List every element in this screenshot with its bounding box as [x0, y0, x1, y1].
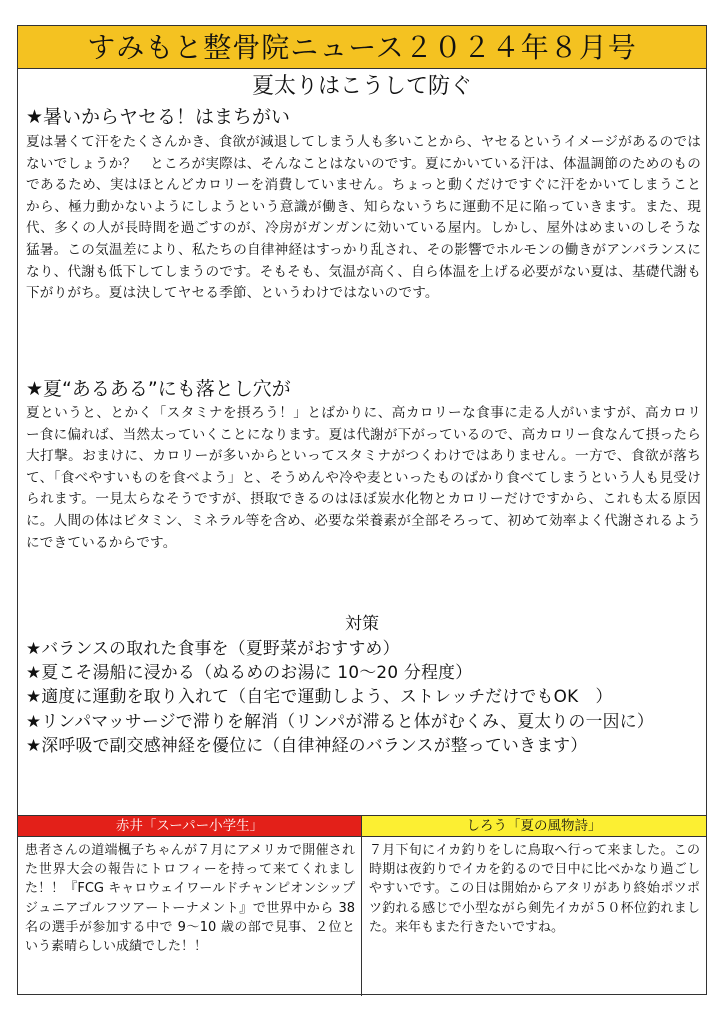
column-right — [362, 815, 706, 996]
measure-item: ★リンパマッサージで滞りを解消（リンパが滞ると体がむくみ、夏太りの一因に） — [26, 710, 654, 731]
column-right-body: ７月下旬にイカ釣りをしに鳥取へ行って来ました。この時期は夜釣りでイカを釣るので日中に比べかなり過ごしやすいです。この日は開始からアタリがあり終始ポツポツ釣れる感じで小型ながら剣先イカが５０杯位釣れました。来年もまた行きたいですね。 — [369, 843, 700, 935]
masthead-title: すみもと整骨院ニュース２０２４年８月号 — [18, 26, 706, 69]
newsletter-sheet — [17, 25, 707, 995]
measure-item: ★適度に運動を取り入れて（自宅で運動しよう、ストレッチだけでもOK ） — [26, 686, 613, 707]
column-right-title: しろう「夏の風物詩」 — [362, 815, 706, 837]
measures-title: 対策 — [345, 614, 379, 634]
measures-list — [26, 636, 701, 757]
column-left — [18, 815, 362, 996]
feature-headline: 夏太りはこうして防ぐ — [251, 74, 472, 99]
section1-body: 夏は暑くて汗をたくさんかき、食欲が減退してしまう人も多いことから、ヤセるというイメージがあるのではないでしょうか？ ところが実際は、そんなことはないのです。夏にかいている汗は、体温調節のためのものであるため、実はほとんどカロリーを消費していません。ちょっと動くだけですぐに汗をかいてしまうことから、極力動かないようにしようという意識が働き、知らないうちに運動不足に陥っていきます。また、現代、多くの人が長時間を過ごすのが、冷房がガンガンに効いている屋内。しかし、屋外はめまいのしそうな猛暑。この気温差により、私たちの自律神経はすっかり乱され、その影響でホルモンの働きがアンバランスになり、代謝も低下してしまうのです。そもそも、気温が高く、自ら体温を上げる必要がない夏は、基礎代謝も下がりがち。夏は決してヤセる季節、というわけではないのです。 — [26, 134, 701, 302]
measure-item: ★夏こそ湯船に浸かる（ぬるめのお湯に 10～20 分程度） — [26, 662, 473, 683]
measure-item: ★深呼吸で副交感神経を優位に（自律神経のバランスが整っていきます） — [26, 734, 588, 755]
column-left-body: 患者さんの道端楓子ちゃんが７月にアメリカで開催された世界大会の報告にトロフィーを持って来てくれました！！『FCG キャロウェイワールドチャンピオンシップジュニアゴルフツアートーナメント』で世界中から 38 名の選手が参加する中で 9～10 歳の部で見事、２位という素晴らしい成績でした！！ — [25, 843, 355, 955]
section2-body: 夏というと、とかく「スタミナを摂ろう！」とばかりに、高カロリーな食事に走る人がいますが、高カロリー食に偏れば、当然太っていくことになります。夏は代謝が下がっているので、高カロリー食なんて摂ったら大打撃。おまけに、カロリーが多いからといってスタミナがつくわけではありません。一方で、食欲が落ちて、「食べやすいものを食べよう」と、そうめんや冷や麦といったものばかり食べてしまうという人も見受けられます。一見太らなそうですが、摂取できるのはほぼ炭水化物とカロリーだけですから、これも太る原因に。人間の体はビタミン、ミネラル等を含め、必要な栄養素が全部そろって、初めて効率よく代謝されるようにできているからです。 — [26, 405, 701, 551]
section2-heading: ★夏“あるある”にも落とし穴が — [26, 378, 291, 400]
measure-item: ★バランスの取れた食事を（夏野菜がおすすめ） — [26, 638, 400, 658]
section1-heading: ★暑いからヤセる！はまちがい — [26, 106, 291, 128]
column-left-title: 赤井「スーパー小学生」 — [18, 815, 361, 837]
